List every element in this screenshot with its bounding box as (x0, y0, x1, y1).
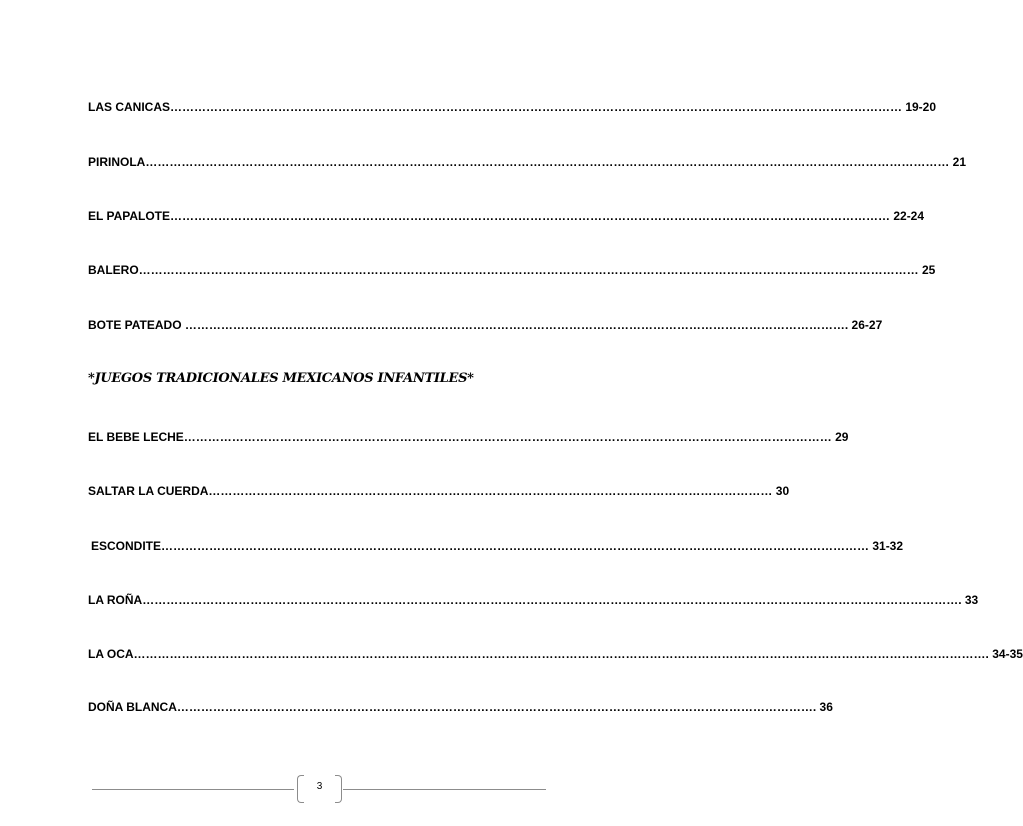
toc-entry: EL PAPALOTE……………………………………………………………………………………………………………………………………………………………… 22-24 (88, 209, 925, 223)
toc-entry: EL BEBE LECHE……………………………………………………………………………………………………………………………………………… 29 (88, 430, 849, 444)
toc-entry: LA ROÑA……………………………………………………………………………………………………………………………………………………………………………………. 33 (88, 593, 979, 607)
toc-entry: BOTE PATEADO …………………………………………………………………………………………………………………………………………………. 26-27 (88, 318, 883, 332)
toc-entry: BALERO…………………………………………………………………………………………………………………………………………………………………………… 25 (88, 263, 936, 277)
footer-rule-left (92, 789, 294, 790)
toc-entry: LA OCA……………………………………………………………………………………………………………………………………………………………………………………………. 34-35 (88, 647, 1023, 661)
toc-entry: DOÑA BLANCA……………………………………………………………………………………………………………………………………………. 36 (88, 700, 833, 714)
page-number: 3 (316, 781, 323, 792)
toc-entry: PIRINOLA………………………………………………………………………………………………………………………………………………………………………………… 21 (88, 155, 967, 169)
section-heading: *JUEGOS TRADICIONALES MEXICANOS INFANTILES* (88, 371, 474, 386)
toc-entry: SALTAR LA CUERDA…………………………………………………………………………………………………………………………… 30 (88, 484, 790, 498)
page-number-close-bracket (335, 775, 342, 803)
toc-entry: ESCONDITE…………………………………………………………………………………………………………………………………………………………… 31-32 (91, 539, 904, 553)
toc-entry: LAS CANICAS………………………………………………………………………………………………………………………………………………………………… 19-20 (88, 100, 937, 114)
footer-rule-right (343, 789, 546, 790)
page-number-open-bracket (297, 775, 304, 803)
